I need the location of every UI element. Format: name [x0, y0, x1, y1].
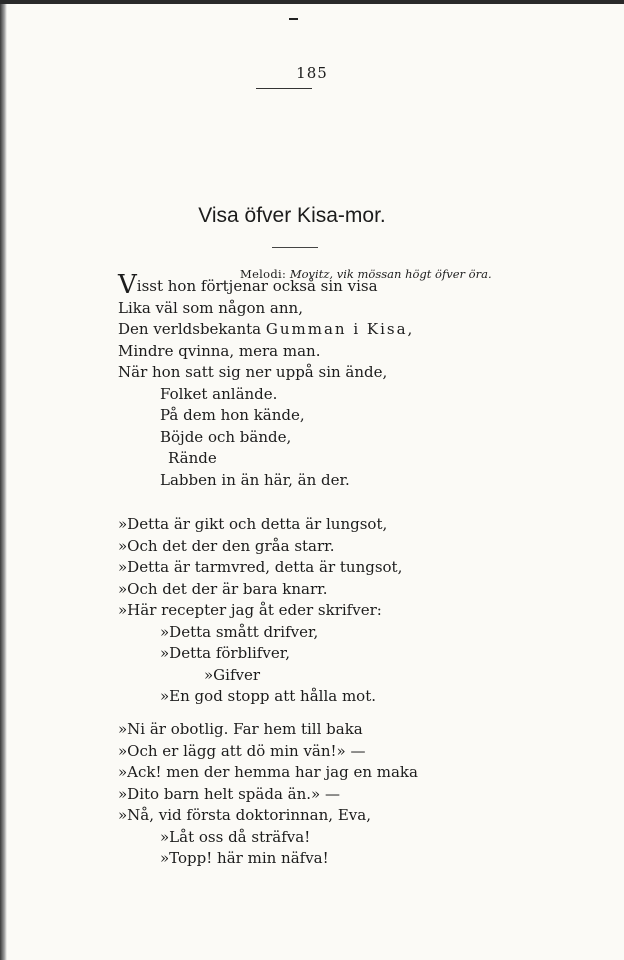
verse-line: Lika väl som någon ann, — [118, 298, 303, 317]
verse-line: »Topp! här min näfva! — [160, 849, 329, 867]
verse-line: Labben in än här, än der. — [160, 470, 350, 489]
verse-line: »Här recepter jag åt eder skrifver: — [118, 601, 382, 619]
verse-line: »Detta är tarmvred, detta är tungsot, — [118, 558, 403, 576]
verse-line: »Detta smått drifver, — [160, 622, 319, 641]
title-rule — [272, 247, 318, 248]
spaced-name: Gumman i Kisa — [265, 320, 408, 338]
verse-line: »Ni är obotlig. Far hem till baka — [118, 720, 363, 738]
scan-edge-left — [0, 0, 7, 960]
verse-line: Folket anlände. — [160, 384, 278, 403]
poem-title: Visa öfver Kisa-mor. — [198, 204, 386, 227]
verse-line: »Och det der den gråa starr. — [118, 536, 335, 555]
verse-line: »Och er lägg att dö min vän!» — — [118, 741, 366, 760]
verse-line: Böjde och bände, — [160, 427, 292, 446]
print-mark — [289, 18, 298, 20]
verse-line: »En god stopp att hålla mot. — [160, 687, 377, 705]
verse-line: »Dito barn helt späda än.» — — [118, 784, 340, 803]
verse-line: Rände — [168, 449, 217, 467]
verse-line: På dem hon kände, — [160, 406, 305, 424]
melody-label: Melodi: — [240, 267, 287, 281]
verse-line: »Detta är gikt och detta är lungsot, — [118, 515, 388, 533]
verse-line: Mindre qvinna, mera man. — [118, 341, 321, 360]
verse-line: »Ack! men der hemma har jag en maka — [118, 763, 418, 781]
verse-line: »Och det der är bara knarr. — [118, 579, 328, 598]
stanza-2 — [118, 514, 402, 708]
page-number-rule — [256, 88, 312, 89]
verse-line: »Detta förblifver, — [160, 644, 290, 662]
verse-line: Visst hon förtjenar också sin visa — [118, 270, 378, 300]
scan-edge-top — [0, 0, 624, 4]
drop-cap: V — [118, 270, 137, 300]
verse-line: »Låt oss då sträfva! — [160, 827, 311, 846]
verse-line: »Gifver — [204, 665, 261, 684]
verse-line: »Nå, vid första doktorinnan, Eva, — [118, 806, 371, 824]
verse-line: Den verldsbekanta Gumman i Kisa, — [118, 320, 413, 338]
melody-tune: Movitz, vik mössan högt öfver öra. — [289, 267, 492, 281]
verse-line: När hon satt sig ner uppå sin ände, — [118, 363, 388, 381]
stanza-3 — [118, 719, 418, 870]
page-number: 185 — [296, 64, 328, 82]
